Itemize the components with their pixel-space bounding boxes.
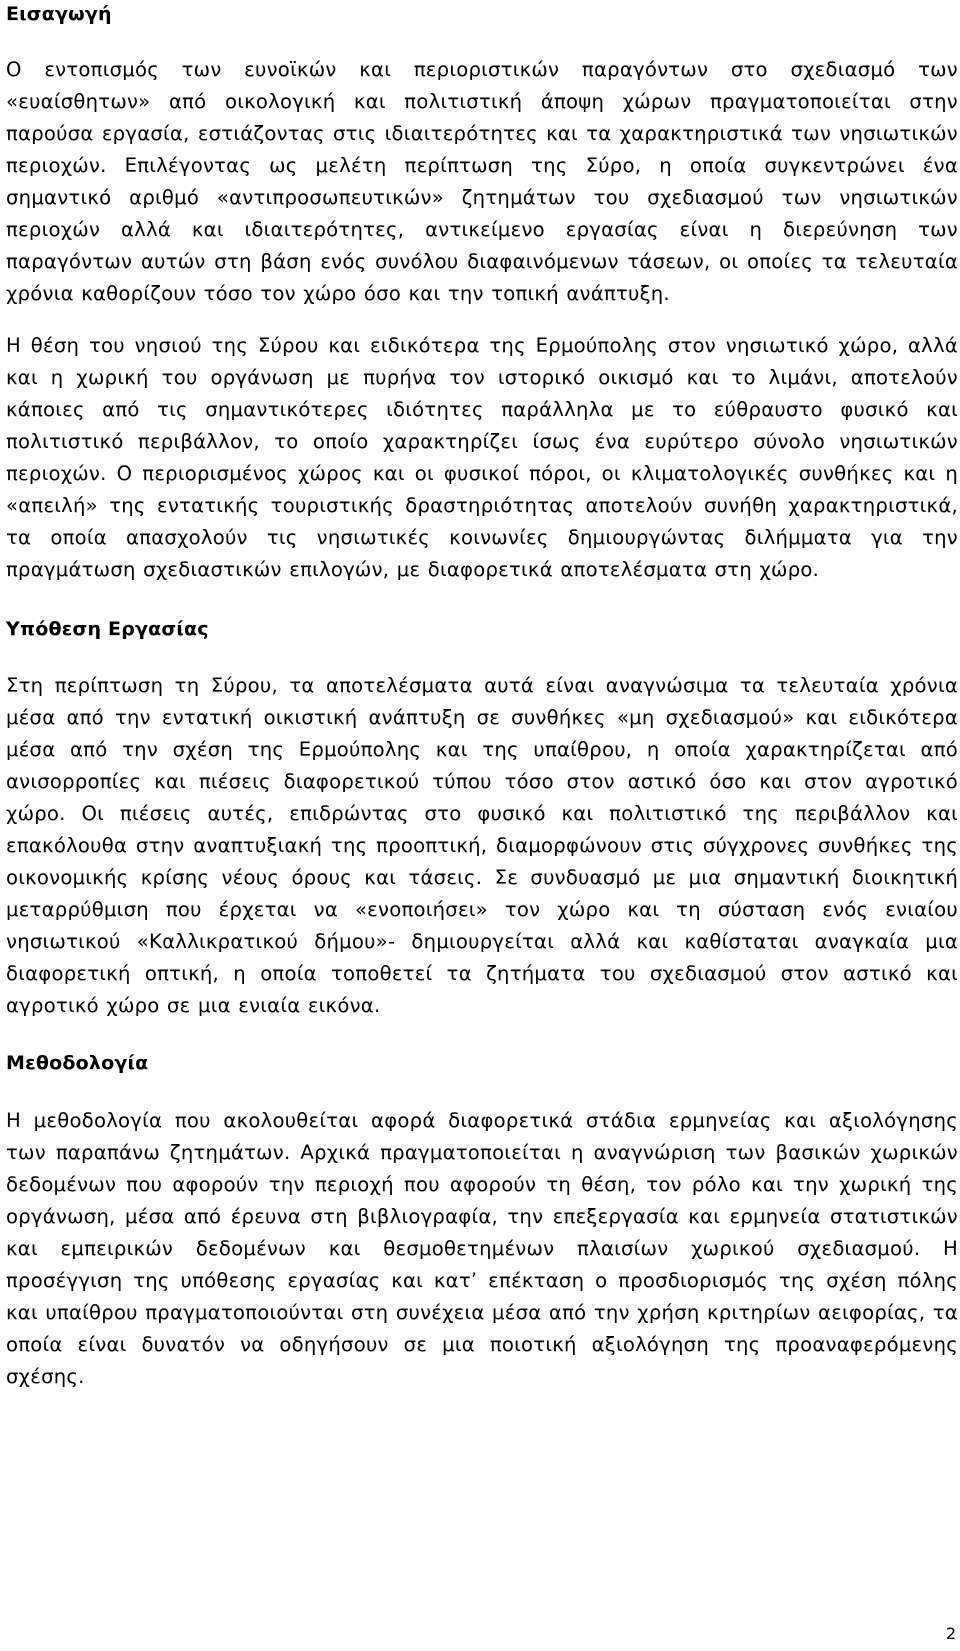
- introduction-paragraph-1: Ο εντοπισμός των ευνοϊκών και περιοριστικών παραγόντων στο σχεδιασμό των «ευαίσθητων» από οικολογική και πολιτιστική άποψη χώρων πραγματοποιείται στην παρούσα εργασία, εστιάζοντας στις ιδιαιτερότητες και τα χαρακτηριστικά των νησιωτικών περιοχών. Επιλέγοντας ως μελέτη περίπτωση της Σύρο, η οποία συγκεντρώνει ένα σημαντικό αριθμό «αντιπροσωπευτικών» ζητημάτων του σχεδιασμού των νησιωτικών περιοχών αλλά και ιδιαιτερότητες, αντικείμενο εργασίας είναι η διερεύνηση των παραγόντων αυτών στη βάση ενός συνόλου διαφαινόμενων τάσεων, οι οποίες τα τελευταία χρόνια καθορίζουν τόσο τον χώρο όσο και την τοπική ανάπτυξη.: [6, 58, 958, 305]
- document-page: [6, 0, 958, 1393]
- page-number: 2: [945, 1624, 956, 1643]
- section-heading-methodology: Μεθοδολογία: [6, 1052, 149, 1074]
- introduction-paragraph-2: Η θέση του νησιού της Σύρου και ειδικότερα της Ερμούπολης στον νησιωτικό χώρο, αλλά και η χωρική του οργάνωση με πυρήνα τον ιστορικό οικισμό και το λιμάνι, αποτελούν κάποιες από τις σημαντικότερες ιδιότητες παράλληλα με το εύθραυστο φυσικό και πολιτιστικό περιβάλλον, το οποίο χαρακτηρίζει ίσως ένα ευρύτερο σύνολο νησιωτικών περιοχών. Ο περιορισμένος χώρος και οι φυσικοί πόροι, οι κλιματολογικές συνθήκες και η «απειλή» της εντατικής τουριστικής δραστηριότητας αποτελούν συνήθη χαρακτηριστικά, τα οποία απασχολούν τις νησιωτικές κοινωνίες δημιουργώντας διλήμματα για την πραγμάτωση σχεδιαστικών επιλογών, με διαφορετικά αποτελέσματα στη χώρο.: [6, 334, 958, 581]
- section-heading-hypothesis: Υπόθεση Εργασίας: [6, 618, 209, 640]
- methodology-paragraph: Η μεθοδολογία που ακολουθείται αφορά διαφορετικά στάδια ερμηνείας και αξιολόγησης των παραπάνω ζητημάτων. Αρχικά πραγματοποιείται η αναγνώριση των βασικών χωρικών δεδομένων που αφορούν την περιοχή που αφορούν τη θέση, τον ρόλο και την χωρική της οργάνωση, μέσα από έρευνα στη βιβλιογραφία, την επεξεργασία και ερμηνεία στατιστικών και εμπειρικών δεδομένων και θεσμοθετημένων πλαισίων χωρικού σχεδιασμού. Η προσέγγιση της υπόθεσης εργασίας και κατ’ επέκταση ο προσδιορισμός της σχέση πόλης και υπαίθρου πραγματοποιούνται στη συνέχεια μέσα από την χρήση κριτηρίων αειφορίας, τα οποία είναι δυνατόν να οδηγήσουν σε μια ποιοτική αξιολόγηση της προαναφερόμενης σχέσης.: [6, 1109, 958, 1388]
- hypothesis-paragraph: Στη περίπτωση τη Σύρου, τα αποτελέσματα αυτά είναι αναγνώσιμα τα τελευταία χρόνια μέσα από την εντατική οικιστική ανάπτυξη σε συνθήκες «μη σχεδιασμού» και ειδικότερα μέσα από την σχέση της Ερμούπολης και της υπαίθρου, η οποία χαρακτηρίζεται από ανισορροπίες και πιέσεις διαφορετικού τύπου τόσο στον αστικό όσο και στον αγροτικό χώρο. Οι πιέσεις αυτές, επιδρώντας στο φυσικό και πολιτιστικό της περιβάλλον και επακόλουθα στην αναπτυξιακή της προοπτική, διαμορφώνουν στις σύγχρονες συνθήκες της οικονομικής κρίσης νέους όρους και τάσεις. Σε συνδυασμό με μια σημαντική διοικητική μεταρρύθμιση που έρχεται να «ενοποιήσει» τον χώρο και τη σύσταση ενός ενιαίου νησιωτικού «Καλλικρατικού δήμου»- δημιουργείται αλλά και καθίσταται αναγκαία μια διαφορετική οπτική, η οποία τοποθετεί τα ζητήματα του σχεδιασμού στον αστικό και αγροτικό χώρο σε μια ενιαία εικόνα.: [6, 674, 958, 1017]
- section-heading-introduction: Εισαγωγή: [6, 3, 112, 25]
